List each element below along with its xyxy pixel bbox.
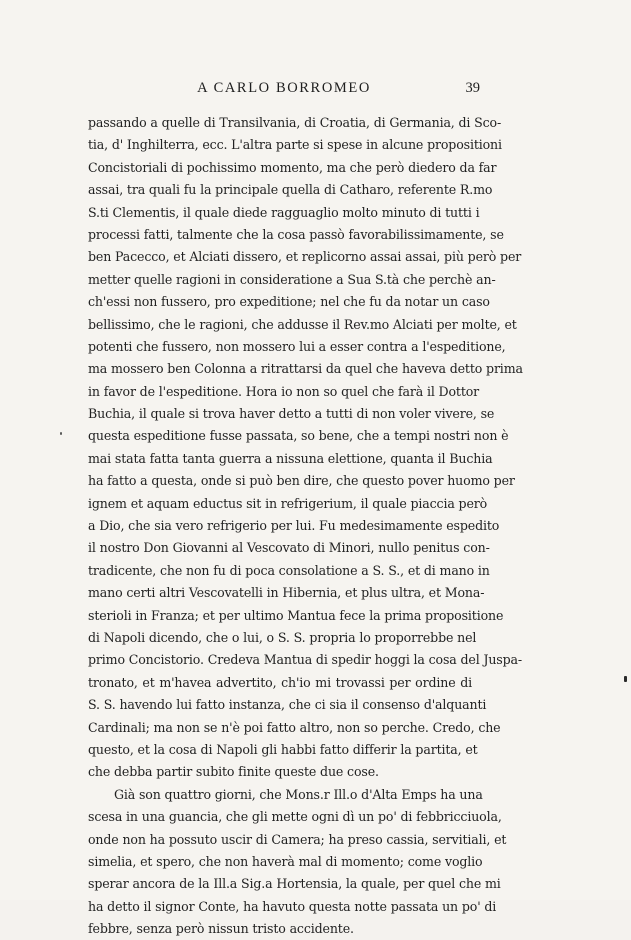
text-line: sperar ancora de la Ill.a Sig.a Hortensia, la quale, per quel che mi [88,876,501,892]
text-line: ha detto il signor Conte, ha havuto questa notte passata un po' di [88,898,497,914]
page-number: 39 [465,80,480,96]
text-line: che debba partir subito finite queste due cose. [88,764,379,780]
text-line: mai stata fatta tanta guerra a nissuna elettione, quanta il Buchia [88,450,493,466]
ink-speck [624,676,627,682]
running-head [88,80,480,102]
text-line: S.ti Clementis, il quale diede ragguaglio molto minuto di tutti i [88,204,480,220]
text-line: bellissimo, che le ragioni, che addusse il Rev.mo Alciati per molte, et [88,316,517,332]
text-line: tronato, et m'havea advertito, ch'io mi trovassi per ordine di [88,674,472,690]
text-line: ignem et aquam eductus sit in refrigerium, il quale piaccia però [88,495,488,511]
text-line: onde non ha possuto uscir di Camera; ha preso cassia, servitiali, et [88,831,507,847]
text-line: S. S. havendo lui fatto instanza, che ci sia il consenso d'alquanti [88,697,487,713]
text-line: ma mossero ben Colonna a ritrattarsi da quel che haveva detto prima [88,361,523,377]
paragraph-1 [88,112,523,784]
text-line: di Napoli dicendo, che o lui, o S. S. propria lo proporrebbe nel [88,629,477,645]
text-line: ben Pacecco, et Alciati dissero, et replicorno assai assai, più però per [88,249,522,265]
text-line: tradicente, che non fu di poca consolatione a S. S., et di mano in [88,562,490,578]
text-line: Cardinali; ma non se n'è poi fatto altro, non so perche. Credo, che [88,719,501,735]
text-line: processi fatti, talmente che la cosa passò favorabilissimamente, se [88,226,504,242]
ink-speck [60,432,62,435]
text-line: assai, tra quali fu la principale quella di Catharo, referente R.mo [88,182,493,198]
text-line: metter quelle ragioni in consideratione a Sua S.tà che perchè an- [88,271,496,287]
text-line: il nostro Don Giovanni al Vescovato di Minori, nullo penitus con- [88,540,490,556]
text-line: Concistoriali di pochissimo momento, ma che però diedero da far [88,159,497,175]
text-line: a Dio, che sia vero refrigerio per lui. Fu medesimamente espedito [88,518,500,534]
running-title: A CARLO BORROMEO [197,80,371,96]
text-line: passando a quelle di Transilvania, di Croatia, di Germania, di Sco- [88,115,502,130]
text-line: Buchia, il quale si trova haver detto a tutti di non voler vivere, se [88,406,495,422]
text-line: questo, et la cosa di Napoli gli habbi fatto differir la partita, et [88,741,478,757]
text-line: febbre, senza però nissun tristo accidente. [88,921,354,937]
body-text [88,112,523,940]
text-line: ch'essi non fussero, pro expeditione; nel che fu da notar un caso [88,294,490,310]
text-line: scesa in una guancia, che gli mette ogni dì un po' di febbricciuola, [88,809,502,825]
text-line: sterioli in Franza; et per ultimo Mantua fece la prima propositione [88,607,504,623]
text-line: simelia, et spero, che non haverà mal di momento; come voglio [88,853,483,869]
text-line: in favor de l'espeditione. Hora io non so quel che farà il Dottor [88,383,480,399]
text-line: potenti che fussero, non mossero lui a esser contra a l'espeditione, [88,338,506,354]
text-line: tia, d' Inghilterra, ecc. L'altra parte si spese in alcune propositioni [88,137,502,153]
text-line: questa espeditione fusse passata, so bene, che a tempi nostri non è [88,428,509,444]
text-line: mano certi altri Vescovatelli in Hibernia, et plus ultra, et Mona- [88,585,485,601]
paragraph-2 [88,784,507,940]
text-line: primo Concistorio. Credeva Mantua di spedir hoggi la cosa del Juspa- [88,652,522,668]
text-line: ha fatto a questa, onde si può ben dire, che questo pover huomo per [88,473,515,489]
text-line: Già son quattro giorni, che Mons.r Ill.o d'Alta Emps ha una [114,786,483,802]
